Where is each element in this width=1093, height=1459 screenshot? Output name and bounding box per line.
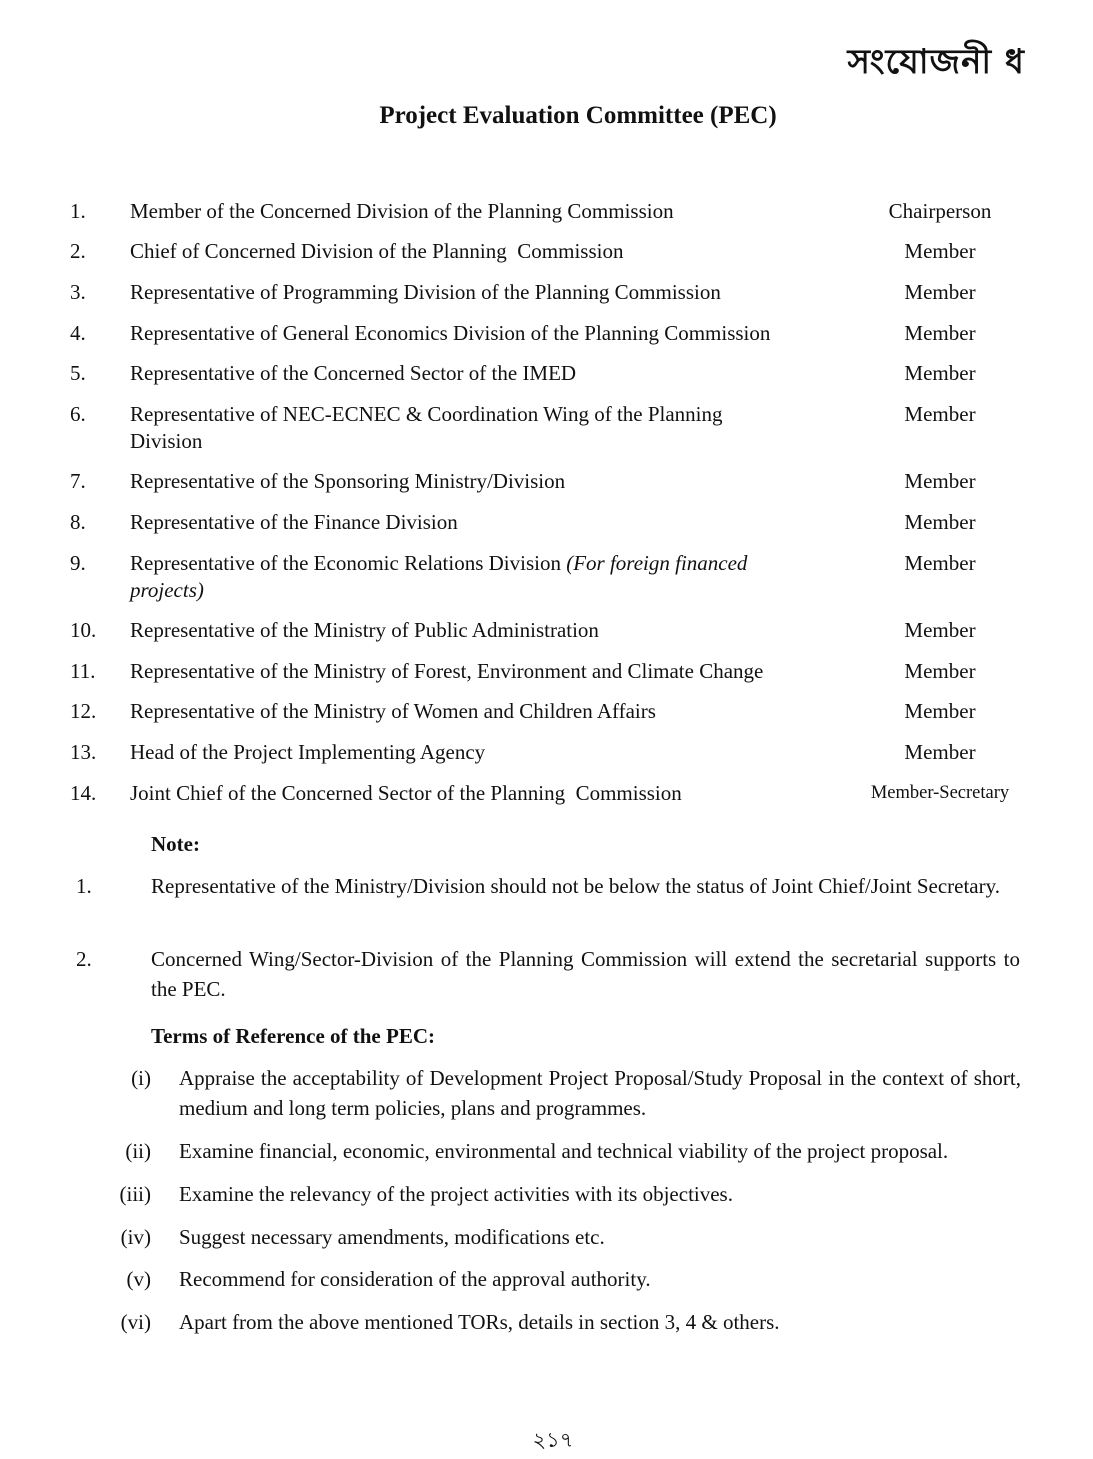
member-number: 7. <box>70 469 86 493</box>
member-description: Representative of the Finance Division <box>130 510 458 534</box>
member-role: Member <box>904 699 976 723</box>
tor-text: Suggest necessary amendments, modifications etc. <box>179 1225 605 1249</box>
member-number: 1. <box>70 199 86 223</box>
member-role: Member <box>904 510 976 534</box>
member-row <box>0 320 1093 347</box>
member-row <box>0 509 1093 536</box>
tor-text: Appraise the acceptability of Development Project Proposal/Study Proposal in the context of short, medium and long term policies, plans and programmes. <box>179 1066 1021 1120</box>
tor-number: (v) <box>126 1267 151 1291</box>
tor-number: (ii) <box>125 1139 151 1163</box>
page-number: ২১৭ <box>532 1428 574 1452</box>
member-description: Head of the Project Implementing Agency <box>130 740 486 764</box>
member-role: Member <box>904 402 976 426</box>
tor-number: (i) <box>131 1066 151 1090</box>
member-description: Representative of the Concerned Sector of the IMED <box>130 361 577 385</box>
member-row <box>0 238 1093 265</box>
note-text: Representative of the Ministry/Division should not be below the status of Joint Chief/Joint Secretary. <box>151 874 1001 898</box>
member-number: 6. <box>70 402 86 426</box>
member-number: 3. <box>70 280 86 304</box>
member-description: Representative of the Ministry of Women and Children Affairs <box>130 699 656 723</box>
member-role: Member <box>904 618 976 642</box>
member-number: 8. <box>70 510 86 534</box>
annex-label: সংযোজনী ধ <box>847 42 1025 82</box>
member-description: Member of the Concerned Division of the Planning Commission <box>130 199 674 223</box>
member-description: Joint Chief of the Concerned Sector of the Planning Commission <box>130 781 682 805</box>
member-description: Representative of General Economics Division of the Planning Commission <box>130 321 771 345</box>
member-row <box>0 698 1093 725</box>
member-description: Representative of the Ministry of Public Administration <box>130 618 599 642</box>
tor-text: Recommend for consideration of the approval authority. <box>179 1267 651 1291</box>
member-number: 11. <box>70 659 96 683</box>
tor-number: (vi) <box>120 1310 151 1334</box>
member-row <box>0 401 1093 453</box>
tor-text: Apart from the above mentioned TORs, details in section 3, 4 & others. <box>179 1310 780 1334</box>
member-description: Chief of Concerned Division of the Planning Commission <box>130 239 624 263</box>
member-role: Member <box>904 239 976 263</box>
member-row <box>0 550 1093 602</box>
member-row <box>0 658 1093 685</box>
member-description-qualifier: (For foreign financed projects) <box>130 551 748 602</box>
member-number: 10. <box>70 618 97 642</box>
member-description-main: Representative of the Economic Relations Division <box>130 551 567 575</box>
member-role: Member <box>904 740 976 764</box>
tor-heading: Terms of Reference of the PEC: <box>151 1024 435 1048</box>
member-number: 12. <box>70 699 97 723</box>
member-row <box>0 739 1093 766</box>
member-role: Member <box>904 280 976 304</box>
member-role: Member <box>904 321 976 345</box>
member-number: 13. <box>70 740 97 764</box>
member-number: 4. <box>70 321 86 345</box>
member-number: 5. <box>70 361 86 385</box>
note-heading: Note: <box>151 832 200 856</box>
tor-text: Examine the relevancy of the project activities with its objectives. <box>179 1182 733 1206</box>
member-row <box>0 617 1093 644</box>
member-row <box>0 279 1093 306</box>
member-description: Representative of the Sponsoring Ministry/Division <box>130 469 566 493</box>
tor-number: (iii) <box>119 1182 151 1206</box>
member-description: Representative of the Ministry of Forest, Environment and Climate Change <box>130 659 764 683</box>
member-role: Chairperson <box>888 199 992 223</box>
member-role: Member <box>904 551 976 575</box>
tor-number: (iv) <box>120 1225 151 1249</box>
member-row <box>0 198 1093 225</box>
tor-text: Examine financial, economic, environmental and technical viability of the project proposal. <box>179 1139 949 1163</box>
note-number: 1. <box>76 874 92 898</box>
member-row <box>0 360 1093 387</box>
member-description: Representative of Programming Division of the Planning Commission <box>130 280 721 304</box>
member-number: 2. <box>70 239 86 263</box>
member-role: Member <box>904 469 976 493</box>
note-number: 2. <box>76 947 92 971</box>
member-row <box>0 780 1093 807</box>
page-title: Project Evaluation Committee (PEC) <box>379 102 777 129</box>
member-number: 9. <box>70 551 86 575</box>
member-description <box>130 550 820 604</box>
member-role: Member <box>904 361 976 385</box>
member-number: 14. <box>70 781 97 805</box>
member-role: Member <box>904 659 976 683</box>
member-role: Member-Secretary <box>870 783 1010 803</box>
note-text: Concerned Wing/Sector-Division of the Planning Commission will extend the secretarial supports to the PEC. <box>151 947 1020 1001</box>
member-description: Representative of NEC-ECNEC & Coordination Wing of the Planning Division <box>130 402 723 453</box>
member-row <box>0 468 1093 495</box>
